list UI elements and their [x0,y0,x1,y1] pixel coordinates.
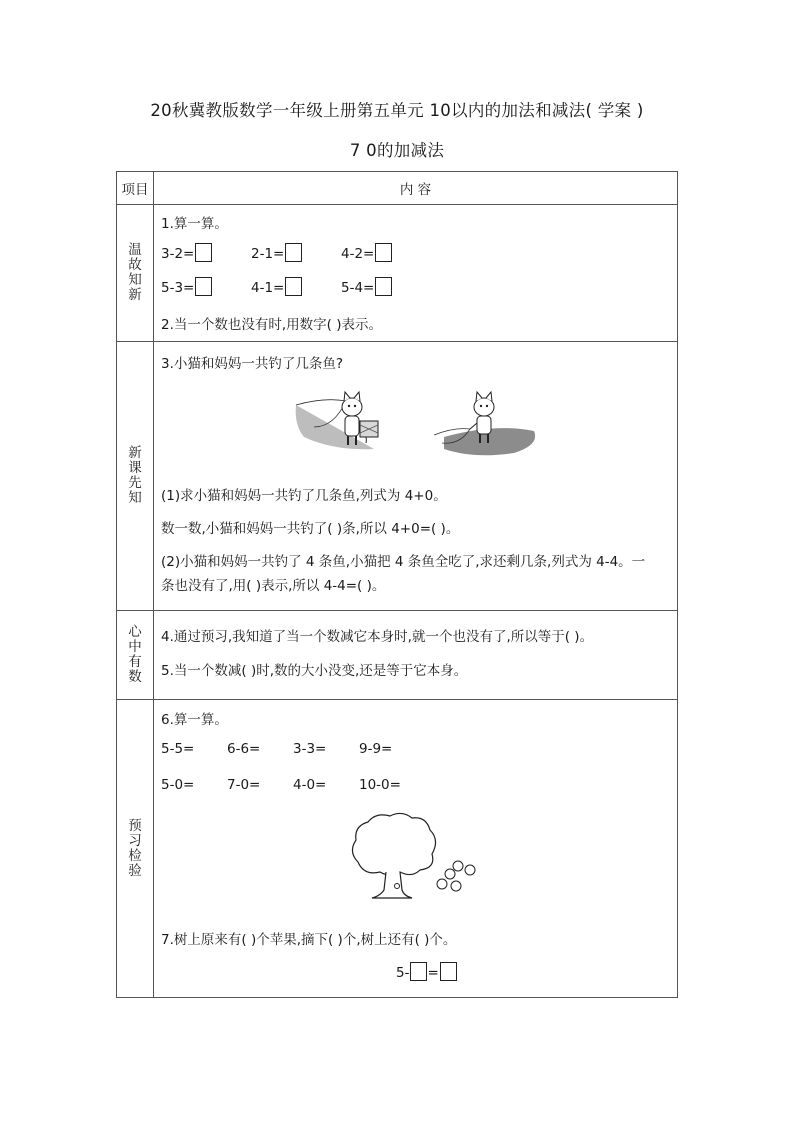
question-1: 1.算一算。 [161,216,228,232]
expr-item: 4-1= [251,277,302,296]
expr-item: 4-2= [341,243,392,262]
expr-item: 5-5= [161,741,195,757]
label-text: 预习检验 [128,817,142,879]
section-label-warmup [117,205,154,342]
expr-item: 4-0= [293,777,327,793]
page-title: 20秋冀教版数学一年级上册第五单元 10以内的加法和减法( 学案 ) [150,101,644,120]
label-text: 新课先知 [128,445,142,506]
answer-box[interactable] [375,243,392,262]
answer-box[interactable] [195,277,212,296]
basket-icon [360,421,378,437]
equation-row: 5- = [396,962,457,981]
expr-item: 5-3= [161,277,212,296]
answer-box[interactable] [195,243,212,262]
page-subtitle: 7 0的加减法 [349,141,445,160]
para-1: (1)求小猫和妈妈一共钓了几条鱼,列式为 4+0。 [161,488,447,504]
para-3a: (2)小猫和妈妈一共钓了 4 条鱼,小猫把 4 条鱼全吃了,求还剩几条,列式为 4-4。一 [161,554,646,570]
section-check [117,700,678,998]
expr-item: 5-0= [161,777,195,793]
section-label-mind [117,611,154,700]
section-content-preview [154,342,678,611]
para-2: 数一数,小猫和妈妈一共钓了( )条,所以 4+0=( )。 [161,521,460,537]
header-row [117,172,678,205]
expr-item: 7-0= [227,777,261,793]
header-content: 内 容 [154,172,678,205]
question-5: 5.当一个数减( )时,数的大小没变,还是等于它本身。 [161,663,468,679]
question-6: 6.算一算。 [161,712,228,728]
question-3: 3.小猫和妈妈一共钓了几条鱼? [161,356,344,372]
expr-item: 3-3= [293,741,327,757]
header-item: 项目 [117,172,154,205]
apple-icons [437,861,475,891]
para-3b: 条也没有了,用( )表示,所以 4-4=( )。 [161,578,386,594]
answer-box[interactable] [285,243,302,262]
expr-item: 3-2= [161,243,212,262]
label-text: 心中有数 [128,624,142,685]
expr-item: 10-0= [359,777,401,793]
section-content-mind [154,611,678,700]
answer-box[interactable] [440,962,457,981]
question-2: 2.当一个数也没有时,用数字( )表示。 [161,317,382,333]
answer-box[interactable] [410,962,427,981]
expr-item: 2-1= [251,243,302,262]
answer-box[interactable] [285,277,302,296]
section-preview [117,342,678,611]
tree-icon [352,813,435,898]
section-warmup [117,205,678,342]
worksheet-table [116,171,678,998]
expr-item: 6-6= [227,741,261,757]
apple-tree-illustration [346,812,486,902]
section-content-warmup [154,205,678,342]
section-label-preview [117,342,154,611]
label-text: 温故知新 [128,242,142,303]
section-label-check [117,700,154,998]
section-content-check [154,700,678,998]
expr-item: 9-9= [359,741,393,757]
cats-fishing-illustration [294,387,546,463]
section-mind [117,611,678,700]
answer-box[interactable] [375,277,392,296]
question-4: 4.通过预习,我知道了当一个数减它本身时,就一个也没有了,所以等于( )。 [161,629,594,645]
question-7: 7.树上原来有( )个苹果,摘下( )个,树上还有( )个。 [161,932,457,948]
expr-item: 5-4= [341,277,392,296]
